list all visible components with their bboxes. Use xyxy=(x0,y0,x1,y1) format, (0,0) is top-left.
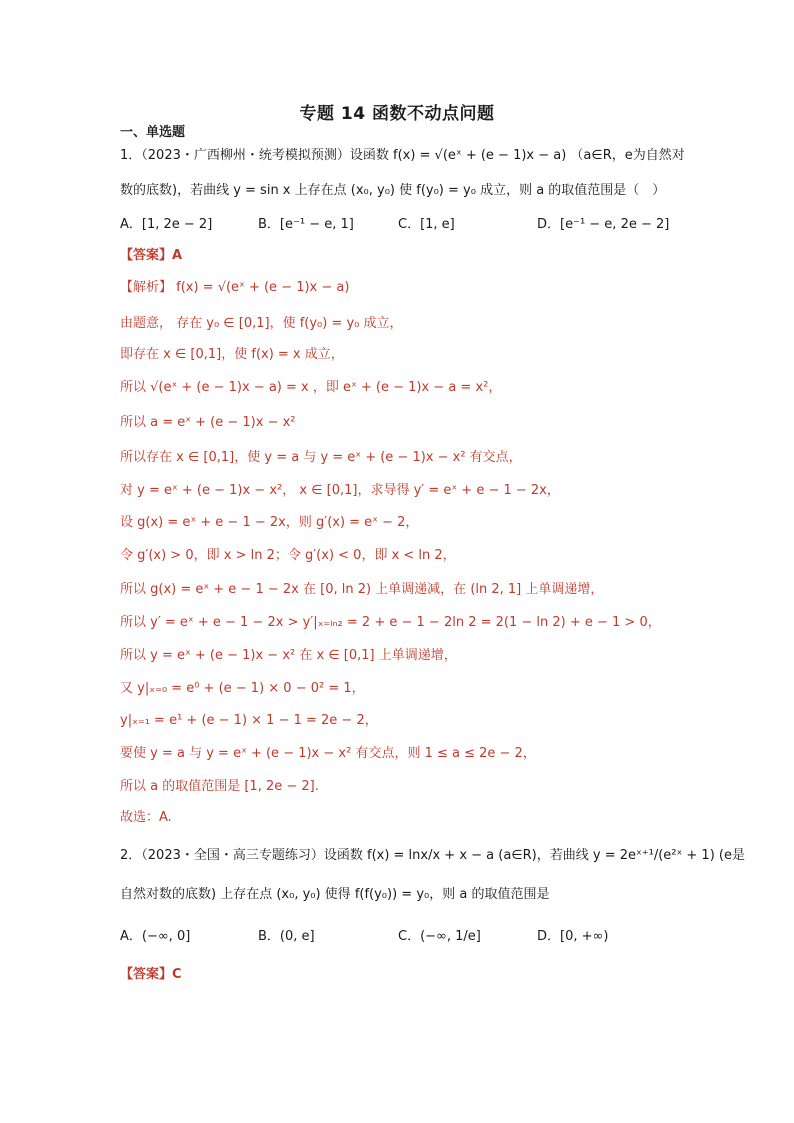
q1-stem-line-2: 数的底数)，若曲线 y = sin x 上存在点 (x₀, y₀) 使 f(y₀) = y₀ 成立，则 a 的取值范围是（ ） xyxy=(120,183,666,198)
q1-option-d: D．[e⁻¹ − e, 2e − 2] xyxy=(537,217,670,232)
q1-analysis-line: 设 g(x) = eˣ + e − 1 − 2x，则 g′(x) = eˣ − 2， xyxy=(120,515,419,530)
q1-analysis-line: 所以 g(x) = eˣ + e − 1 − 2x 在 [0, ln 2) 上单调递减，在 (ln 2, 1] 上单调递增， xyxy=(120,582,604,597)
q1-analysis-line: y|ₓ₌₁ = e¹ + (e − 1) × 1 − 1 = 2e − 2， xyxy=(120,713,378,728)
q2-option-c: C．(−∞, 1/e] xyxy=(398,929,481,944)
q1-analysis-line: 所以 y′ = eˣ + e − 1 − 2x > y′|ₓ₌ₗₙ₂ = 2 + e − 1 − 2ln 2 = 2(1 − ln 2) + e − 1 > 0， xyxy=(120,615,661,630)
q1-option-c: C．[1, e] xyxy=(398,217,455,232)
q2-option-b: B．(0, e] xyxy=(258,929,315,944)
q1-option-b: B．[e⁻¹ − e, 1] xyxy=(258,217,354,232)
q1-analysis-line: 所以 a = eˣ + (e − 1)x − x² xyxy=(120,415,296,430)
page-title: 专题 14 函数不动点问题 xyxy=(299,104,495,124)
q1-analysis-line: 【解析】 f(x) = √(eˣ + (e − 1)x − a) xyxy=(120,280,350,295)
q1-analysis-line: 所以 y = eˣ + (e − 1)x − x² 在 x ∈ [0,1] 上单调递增， xyxy=(120,648,457,663)
q2-stem-line-2: 自然对数的底数) 上存在点 (x₀, y₀) 使得 f(f(y₀)) = y₀，则 a 的取值范围是 xyxy=(120,887,550,902)
q1-stem-line-1: 1．（2023・广西柳州・统考模拟预测）设函数 f(x) = √(eˣ + (e − 1)x − a) （a∈R，e为自然对 xyxy=(120,148,685,163)
q1-analysis-line: 即存在 x ∈ [0,1]，使 f(x) = x 成立， xyxy=(120,347,344,362)
q1-option-a: A．[1, 2e − 2] xyxy=(120,217,213,232)
q2-stem-line-1: 2．（2023・全国・高三专题练习）设函数 f(x) = lnx/x + x − a (a∈R)，若曲线 y = 2eˣ⁺¹/(e²ˣ + 1) (e是 xyxy=(120,848,745,863)
q2-option-d: D．[0, +∞) xyxy=(537,929,609,944)
q1-analysis-line: 令 g′(x) > 0，即 x > ln 2；令 g′(x) < 0，即 x < ln 2， xyxy=(120,548,456,563)
section-heading: 一、单选题 xyxy=(120,125,186,140)
q1-analysis-line: 由题意， 存在 y₀ ∈ [0,1]，使 f(y₀) = y₀ 成立， xyxy=(120,316,403,331)
q2-answer: 【答案】C xyxy=(120,967,182,982)
q2-option-a: A．(−∞, 0] xyxy=(120,929,191,944)
q1-analysis-line: 要使 y = a 与 y = eˣ + (e − 1)x − x² 有交点，则 1 ≤ a ≤ 2e − 2， xyxy=(120,746,536,761)
q1-analysis-line: 所以 √(eˣ + (e − 1)x − a) = x ，即 eˣ + (e − 1)x − a = x²， xyxy=(120,380,502,395)
q1-answer: 【答案】A xyxy=(120,248,183,263)
q1-analysis-line: 故选：A. xyxy=(120,810,172,825)
q1-analysis-line: 所以 a 的取值范围是 [1, 2e − 2]. xyxy=(120,779,319,794)
q1-analysis-line: 对 y = eˣ + (e − 1)x − x²， x ∈ [0,1]，求导得 y′ = eˣ + e − 1 − 2x， xyxy=(120,483,560,498)
q1-analysis-line: 所以存在 x ∈ [0,1]，使 y = a 与 y = eˣ + (e − 1)x − x² 有交点， xyxy=(120,450,522,465)
q1-analysis-line: 又 y|ₓ₌₀ = e⁰ + (e − 1) × 0 − 0² = 1， xyxy=(120,681,365,696)
